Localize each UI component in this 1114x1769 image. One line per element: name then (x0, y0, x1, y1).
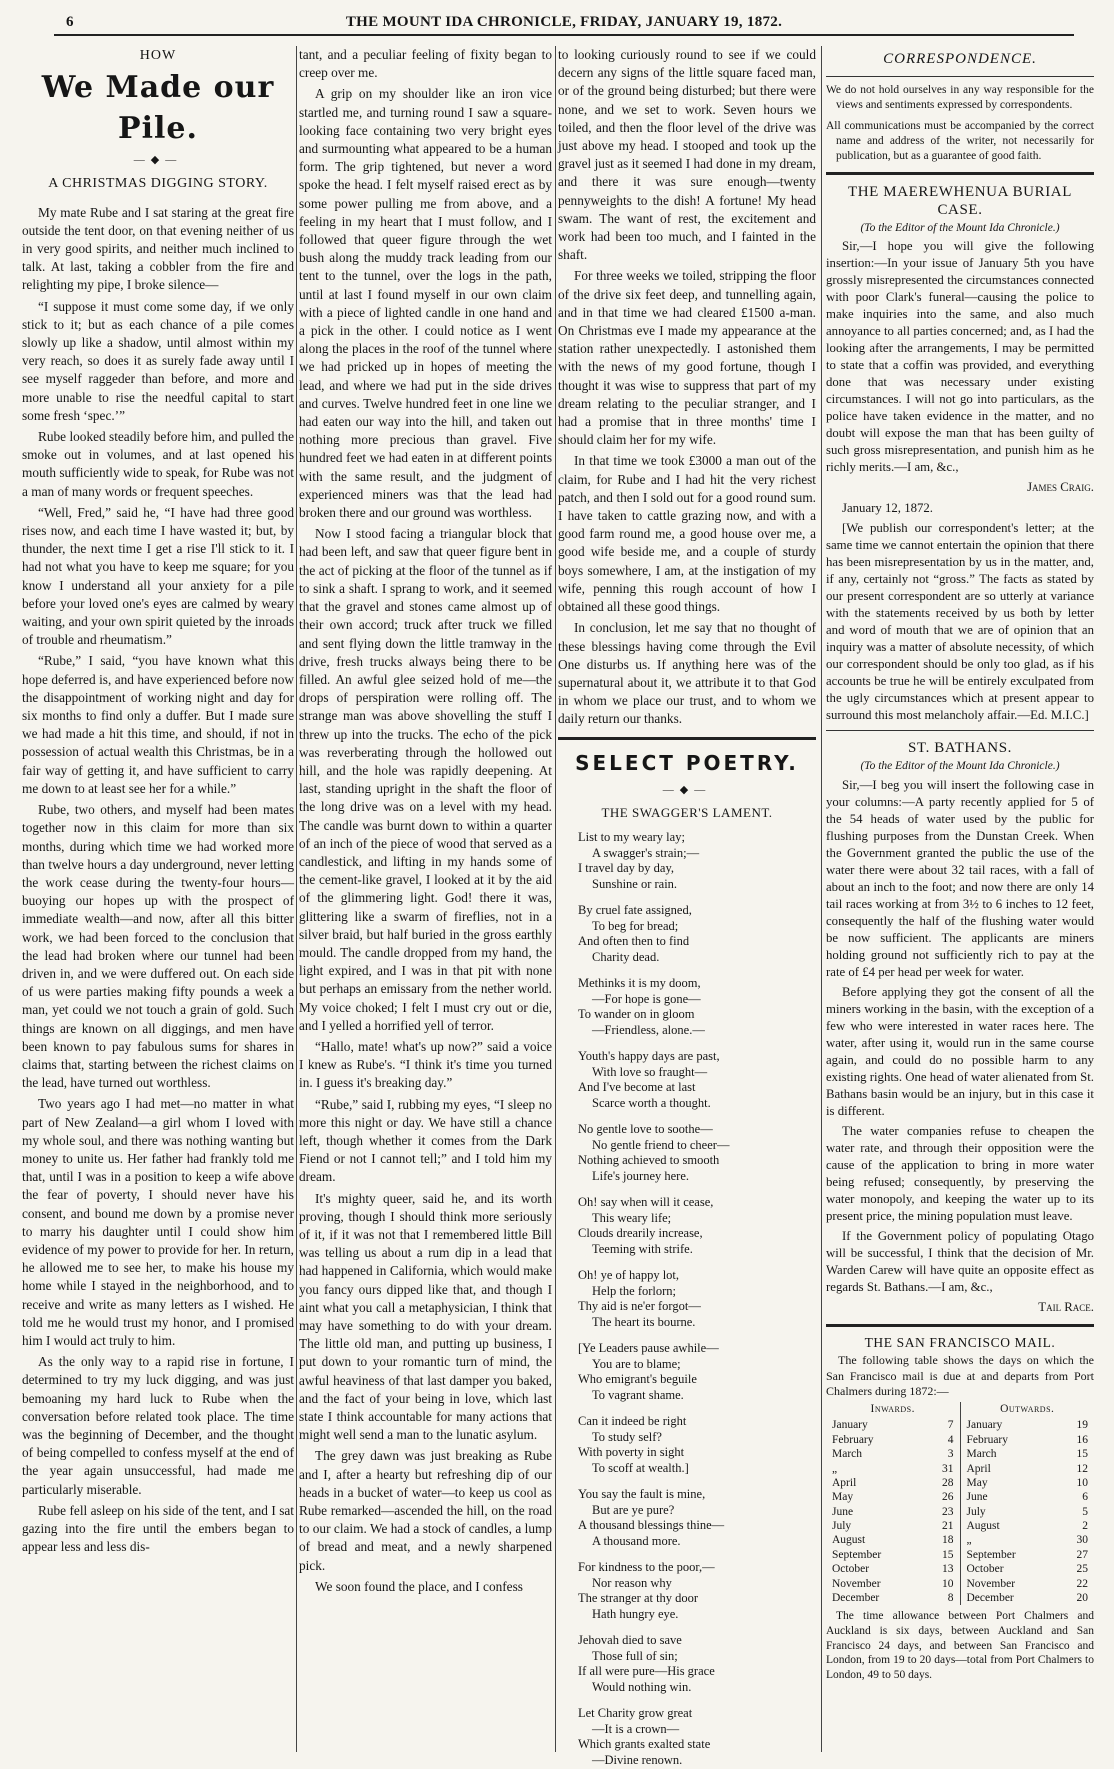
letter-title: THE MAEREWHENUA BURIAL CASE. (847, 183, 1072, 218)
column-rule (296, 46, 297, 1752)
poem-line: Hath hungry eye. (592, 1607, 679, 1622)
mail-month: July (966, 1505, 986, 1518)
page-number: 6 (66, 14, 74, 30)
mail-day: 15 (1076, 1448, 1088, 1461)
poem-stanza (578, 1195, 816, 1258)
mail-day: 12 (1076, 1462, 1088, 1475)
mail-month: September (966, 1548, 1016, 1561)
mail-day: 19 (1076, 1419, 1088, 1432)
story-paragraph: My mate Rube and I sat staring at the great fire outside the tent door, on that evening neither of us in very good spirits, and neither much inclined to talk. At last, taking a cobbler from the fire and relighting my pipe, I broke silence— (22, 204, 294, 293)
mail-table (826, 1402, 1094, 1605)
poem-line: Who emigrant's beguile (578, 1372, 697, 1387)
story-column-2 (299, 46, 552, 1758)
mail-month: December (966, 1591, 1014, 1604)
poem-line: You say the fault is mine, (578, 1486, 706, 1501)
poem-line: You are to blame; (592, 1356, 681, 1371)
mail-month: October (832, 1563, 870, 1576)
poem-stanza (578, 1414, 816, 1477)
poem-line: Jehovah died to save (578, 1632, 682, 1647)
mail-month: November (966, 1577, 1016, 1590)
letter-signature: Tail Race. (1038, 1300, 1094, 1315)
mail-inwards-header: Inwards. (870, 1403, 915, 1416)
mail-row (967, 1533, 1089, 1547)
letter-signature: James Craig. (1027, 480, 1094, 495)
mail-row (832, 1433, 954, 1447)
mail-day: 23 (942, 1505, 954, 1518)
poem-line: Youth's happy days are past, (578, 1048, 720, 1063)
mail-row (967, 1577, 1089, 1591)
poem-line: If all were pure—His grace (578, 1664, 715, 1679)
letter-attribution: (To the Editor of the Mount Ida Chronicle.) (860, 760, 1060, 773)
mail-outwards-header: Outwards. (1000, 1403, 1055, 1416)
mail-row (967, 1490, 1089, 1504)
letter-attribution: (To the Editor of the Mount Ida Chronicle.) (860, 221, 1060, 234)
poem-line: A thousand more. (592, 1534, 681, 1549)
poem-line: To vagrant shame. (592, 1388, 684, 1403)
section-divider (826, 172, 1094, 175)
poem-stanza (578, 1341, 816, 1404)
poem-line: Can it indeed be right (578, 1413, 687, 1428)
story-paragraph: “Hallo, mate! what's up now?” said a voice I knew as Rube's. “I think it's time you turned in. I guess it's breaking day.” (299, 1038, 552, 1091)
story-paragraph: A grip on my shoulder like an iron vice startled me, and turning round I saw a square-looking face containing two very bright eyes and surmounting what appeared to be a human form. The grip tightened, but never a word spoke the head. I felt myself raised erect as by some power pulling me from above, and a feeling in my heart that I must follow, and I followed that queer figure through the wet bush along the muddy track leading from our tent to the tunnel, over the logs in the path, until at last I found myself in our own claim with a piece of lighted candle in one hand and a pick in the other. I could notice as I went along the places in the roof of the tunnel where we had pricked up in hopes of meeting the lead, and where we had put in the side drives and curves. Twelve hundred feet in one line we had eaten our way into the hill, and taken out nothing more precious than gravel. Five hundred feet we had eaten in at different points with the same result, and the judgment of experienced miners was that the lead had broken there and our ground was worthless. (299, 86, 552, 521)
mail-day: 22 (1076, 1577, 1088, 1590)
mail-month: September (832, 1548, 882, 1561)
mail-row (832, 1533, 954, 1547)
poem-line: Would nothing win. (592, 1680, 692, 1695)
poem-stanza (578, 1049, 816, 1112)
mail-row (967, 1418, 1089, 1432)
mail-row (832, 1418, 954, 1432)
mail-month: October (966, 1563, 1004, 1576)
mail-month: June (832, 1505, 854, 1518)
mail-month: November (832, 1577, 881, 1590)
poem-line: List to my weary lay; (578, 829, 685, 844)
story-paragraph: Now I stood facing a triangular block that had been left, and saw that queer figure bent in the act of picking at the floor of the tunnel as if to sink a shaft. I sprang to work, and it seemed that the gravel and stones came almost up of their own accord; truck after truck we filled and sent flying down the little tramway in the drive, fresh trucks always being there to be filled. An awful glee seized hold of me—the drops of perspiration were rolling off. The strange man was above shovelling the stuff I threw up into the trucks. The echo of the pick was reverberating through the hollowed out hill, and the hole was rapidly deepening. At last, standing upright in the shaft the floor of the long drive was on a level with my head. The candle was burnt down to within a quarter of an inch of the piece of wood that served as a candlestick, and lifting in my hands some of the cement-like gravel, I looked at it by the aid of the glimmering light. God! there it was, glittering like a swarm of fireflies, not in a silver braid, but half buried in the gross earthly mould. The candle dropped from my hand, the light expired, and I was in that pit with none but perhaps an emissary from the nether world. My voice choked; I felt I must cry out or die, and I yelled a horrified yell of terror. (299, 526, 552, 1033)
mail-month: June (966, 1491, 988, 1504)
mail-month: February (966, 1433, 1009, 1446)
mail-day: 3 (947, 1448, 954, 1461)
story-paragraph: “Rube,” said I, rubbing my eyes, “I sleep no more this night or day. We have still a chance left, though whether it comes from the Dark Fiend or not I cannot tell;” and I told him my dream. (299, 1096, 552, 1185)
poem-line: Which grants exalted state (578, 1737, 711, 1752)
story-paragraph: “Well, Fred,” said he, “I have had three good rises now, and each time I have wasted it; but, by thunder, the next time I get a rise I'll stick to it. I had not what you have to keep me square; for you know I understand all your anxiety for a pile before your loved one's eyes are calmed by weary waiting, and your own spirit quieted by the inroads of trouble and rheumatism.” (22, 504, 294, 648)
mail-day: 10 (1076, 1476, 1088, 1489)
mail-outwards-column (960, 1402, 1095, 1605)
mail-title: THE SAN FRANCISCO MAIL. (864, 1335, 1056, 1351)
poem-line: With poverty in sight (578, 1445, 685, 1460)
poem-line: Those full of sin; (592, 1648, 678, 1663)
mail-month: May (966, 1476, 988, 1489)
poem-line: Nothing achieved to smooth (578, 1153, 720, 1168)
story-paragraph: Rube fell asleep on his side of the tent, and I sat gazing into the fire until the embers began to appear less and less dis- (22, 1502, 294, 1555)
poem-stanza (578, 1122, 816, 1185)
story-paragraph: Rube looked steadily before him, and pulled the smoke out in volumes, and at last opened his mouth sufficiently wide to speak, for Rube was not a man of many words or frequent speeches. (22, 429, 294, 499)
mail-row (832, 1591, 954, 1605)
section-divider (826, 1324, 1094, 1327)
poem-line: Teeming with strife. (592, 1242, 693, 1257)
letter-body: Sir,—I hope you will give the following insertion:—In your issue of January 5th you have grossly misrepresented the circumstances connected with poor Clark's funeral—causing the police to make inquiries into the same, and also much annoyance to all parties concerned; and, as I had the looking after the arrangements, I may be permitted to state that a coffin was provided, and everything done that was necessary under existing circumstances. I will not go into particulars, as the police have taken evidence in the matter, and no doubt will expose the man that has been guilty of such gross misrepresentation, and punish him as he richly merits.—I am, &c., (826, 238, 1094, 475)
mail-row (967, 1433, 1089, 1447)
mail-month: July (832, 1520, 852, 1533)
mail-month: January (966, 1419, 1003, 1432)
story-paragraph: Rube, two others, and myself had been mates together now in this claim for more than six months, during which time we had worked more than twelve hours a day underground, never letting the work cease during the twenty-four hours—buoying our hopes up with the prospect of immediate wealth—and now, after all this bitter work, we had been forced to the conclusion that the lead had broken where our tunnel had been driven in, and we were duffered out. On each side of us were parties making fifty pounds a week a man, yet could we not touch a grain of gold. Such things are known on all diggings, and men have been known to pay fabulous sums for shares in claims that, starting between the richest claims on the lead, have turned out worthless. (22, 802, 294, 1091)
poem-line: To wander on in gloom (578, 1007, 695, 1022)
mail-day: 7 (947, 1419, 954, 1432)
masthead (54, 10, 1074, 36)
mail-day: 30 (1076, 1534, 1088, 1547)
mail-row (832, 1548, 954, 1562)
poem-line: —Divine renown. (592, 1753, 683, 1768)
poem-stanza (578, 830, 816, 893)
poem-line: And often then to find (578, 934, 690, 949)
divider (826, 730, 1094, 731)
newspaper-title: THE MOUNT IDA CHRONICLE, FRIDAY, JANUARY 19, 1872. (345, 14, 783, 30)
mail-day: 18 (942, 1534, 954, 1547)
poem-line: The stranger at thy door (578, 1591, 699, 1606)
mail-row (832, 1476, 954, 1490)
poem-title: THE SWAGGER'S LAMENT. (601, 804, 773, 820)
poetry-section-heading: SELECT POETRY. (575, 750, 799, 775)
mail-month: January (832, 1419, 868, 1432)
poem-line: To beg for bread; (592, 918, 679, 933)
poem-line: The heart its bourne. (592, 1315, 696, 1330)
mail-row (832, 1577, 954, 1591)
story-paragraph: It's mighty queer, said he, and its worth proving, though I should think more seriously of it, if it was not that I remembered little Bill was telling us about a rum dip in a lead that had happened in California, which would make you fancy ours dipped like that, and though I aint what you call a metaphysician, I think that may have something to do with your dream. The little old man, and putting up business, I put down to your romantic turn of mind, the awful heaviness of that last damper you baked, and the fact of your being in love, which last state I think accountable for many actions that might well send a man to the lunatic asylum. (299, 1190, 552, 1443)
poem-line: Scarce worth a thought. (592, 1096, 711, 1111)
poem-line: —It is a crown— (592, 1721, 680, 1736)
poem-line: A thousand blessings thine— (578, 1518, 725, 1533)
mail-day: 21 (942, 1520, 954, 1533)
story-paragraph: “I suppose it must come some day, if we only stick to it; but as each chance of a pile comes slowly up like a shadow, until almost within my very reach, so does it as surely fade away until I see myself raggeder than before, and more and more unable to rise the needful capital to start some fresh ‘spec.’” (22, 298, 294, 423)
ornament-divider: —◆— (133, 154, 183, 167)
mail-row (832, 1562, 954, 1576)
poem-line: Oh! ye of happy lot, (578, 1267, 680, 1282)
mail-row (967, 1476, 1089, 1490)
poem-line: And I've become at last (578, 1080, 696, 1095)
poem-line: This weary life; (592, 1210, 672, 1225)
poem-line: Sunshine or rain. (592, 877, 678, 892)
mail-row (967, 1548, 1089, 1562)
poem-line: Oh! say when will it cease, (578, 1194, 714, 1209)
mail-row (967, 1591, 1089, 1605)
story-kicker: HOW (139, 48, 177, 63)
poem-line: Nor reason why (592, 1575, 672, 1590)
mail-month: August (832, 1534, 866, 1547)
disclaimer-note: All communications must be accompanied by the correct name and address of the writer, not necessarily for publication, but as a guarantee of good faith. (826, 119, 1094, 162)
mail-month: April (832, 1476, 857, 1489)
disclaimer-note: We do not hold ourselves in any way responsible for the views and sentiments expressed by correspondents. (826, 83, 1094, 111)
mail-row (832, 1462, 954, 1476)
mail-day: 26 (942, 1491, 954, 1504)
poem-line: For kindness to the poor,— (578, 1559, 715, 1574)
poem-line: To scoff at wealth.] (592, 1461, 689, 1476)
section-divider (558, 737, 816, 740)
story-paragraph: For three weeks we toiled, stripping the floor of the drive six feet deep, and tunnelling again, and in that time we had cleared £1500 a-man. On Christmas eve I made my appearance at the station rather unexpectedly. I astonished them with the news of my good fortune, though I thought it was wise to suppress that part of my dream relating to the peculiar stranger, and I had a promise that in three months' time I should claim her for my wife. (558, 268, 816, 448)
poem-line: To study self? (592, 1429, 662, 1444)
poem-line: I travel day by day, (578, 861, 675, 876)
ornament-divider: —◆— (662, 783, 712, 796)
mail-day: 20 (1076, 1591, 1088, 1604)
letter-date: January 12, 1872. (842, 501, 933, 516)
mail-row (967, 1447, 1089, 1461)
poem-line: But are ye pure? (592, 1502, 675, 1517)
poem-line: Life's journey here. (592, 1169, 690, 1184)
mail-row (967, 1562, 1089, 1576)
mail-row (967, 1462, 1089, 1476)
poem-line: No gentle love to soothe— (578, 1121, 713, 1136)
mail-day: 27 (1076, 1548, 1088, 1561)
poem-line: —Friendless, alone.— (592, 1023, 705, 1038)
mail-month: May (832, 1491, 854, 1504)
poem (558, 830, 816, 1769)
story-column-1 (22, 46, 294, 1758)
story-paragraph: The grey dawn was just breaking as Rube and I, after a hearty but refreshing dip of our heads in a bucket of water—to keep us cool as Rube remarked—ascended the hill, on the road to our claim. We had a stock of candles, a lump of bread and meat, and a newly sharpened pick. (299, 1448, 552, 1573)
mail-day: 28 (942, 1476, 954, 1489)
mail-note: The time allowance between Port Chalmers and Auckland is six days, between Auckland and San Francisco 24 days, and between San Francisco and London, from 19 to 20 days—total from Port Chalmers to London, 49 to 50 days. (826, 1610, 1094, 1682)
mail-day: 10 (942, 1577, 954, 1590)
story-title: We Made our Pile. (41, 70, 275, 147)
poem-stanza (578, 976, 816, 1039)
mail-day: 8 (947, 1591, 954, 1604)
story-paragraph: to looking curiously round to see if we could decern any signs of the little square faced man, or of the ground being disturbed; but there were none, and we set to work. Seven hours we toiled, and then the floor level of the drive was just above my head. I stooped and took up the gravel just as it seemed I had done in my dream, and there it was sure enough—twenty pennyweights to the dish! A fortune! My head swam. The want of rest, the excitement and work had been too much, and I fainted in the shaft. (558, 47, 816, 263)
letter-body: If the Government policy of populating Otago will be successful, I think that the decision of Mr. Warden Carew will have quite an opposite effect as regards St. Bathans.—I am, &c., (826, 1229, 1094, 1295)
correspondence-column (826, 46, 1094, 1758)
mail-row (832, 1519, 954, 1533)
story-paragraph: Two years ago I had met—no matter in what part of New Zealand—a girl whom I loved with my whole soul, and there was nothing wanting but money to unite us. Her father had frankly told me that, until I was in a position to keep a wife above the fear of poverty, I should never have his consent, and bound me down by a promise never to marry his daughter until I could show him evidence of my power to provide for her. In return, he allowed me to see her, to make his house my home while I stayed in the neighborhood, and to receive and write as many letters as I wished. He told me he would trust my honor, and I promised him I would act truly to him. (22, 1096, 294, 1348)
poem-line: A swagger's strain;— (592, 845, 700, 860)
poem-line: Methinks it is my doom, (578, 975, 701, 990)
poem-stanza (578, 1487, 816, 1550)
mail-month: „ (966, 1534, 972, 1547)
mail-inwards-column (826, 1402, 960, 1605)
mail-day: 25 (1076, 1563, 1088, 1576)
poem-stanza (578, 1706, 816, 1769)
story-subtitle: A CHRISTMAS DIGGING STORY. (48, 176, 268, 192)
story-paragraph: We soon found the place, and I confess (315, 1578, 523, 1594)
poem-line: —For hope is gone— (592, 991, 701, 1006)
poem-line: No gentle friend to cheer— (592, 1137, 730, 1152)
mail-day: 15 (942, 1548, 954, 1561)
correspondence-heading: CORRESPONDENCE. (883, 51, 1037, 67)
mail-month: April (966, 1462, 991, 1475)
mail-row (967, 1519, 1089, 1533)
poem-line: [Ye Leaders pause awhile— (578, 1340, 719, 1355)
letter-body: The water companies refuse to cheapen the water rate, and through their opposition were the cause of the application to bring in more water being refused; consequently, by preserving the water monopoly, and keeping the water up to its present price, the mining population must leave. (826, 1123, 1094, 1224)
mail-day: 16 (1076, 1433, 1088, 1446)
poem-line: Help the forlorn; (592, 1283, 677, 1298)
story-paragraph: tant, and a peculiar feeling of fixity began to creep over me. (299, 47, 552, 81)
poem-stanza (578, 1633, 816, 1696)
poem-line: With love so fraught— (592, 1064, 708, 1079)
mail-row (967, 1505, 1089, 1519)
story-paragraph: In that time we took £3000 a man out of the claim, for Rube and I had hit the very richest patch, and then I sold out for a good round sum. I have taken to cattle grazing now, and with a good farm round me, a good house over me, a good wife beside me, and a couple of sturdy boys somewhere, I am, at the instigation of my wife, penning this rough account of how I obtained all these good things. (558, 453, 816, 615)
story-column-3 (558, 46, 816, 1768)
mail-intro: The following table shows the days on which the San Francisco mail is due at and departs from Port Chalmers during 1872:— (826, 1353, 1094, 1399)
poem-line: Clouds drearily increase, (578, 1226, 703, 1241)
poem-stanza (578, 1268, 816, 1331)
mail-month: „ (832, 1462, 838, 1475)
editor-note: [We publish our correspondent's letter; at the same time we cannot entertain the opinion that there has been misrepresentation by us in the matter, and, if any, certainly not “gross.” The facts as stated by our present correspondent are so utterly at variance with the statements received by us both by letter and word of mouth that we are of opinion that an inquiry was a matter of absolute necessity, of which our correspondent should be only too glad, as if his accounts be true he will be entirely exculpated from the ugly circumstances which at present appear to surround this most melancholy affair.—Ed. M.I.C.] (826, 521, 1094, 723)
column-rule (555, 46, 556, 1752)
mail-row (832, 1490, 954, 1504)
poem-line: By cruel fate assigned, (578, 902, 692, 917)
mail-day: 5 (1082, 1505, 1088, 1518)
column-rule (821, 46, 822, 1752)
story-paragraph: As the only way to a rapid rise in fortune, I determined to try my luck digging, and was just bemoaning my hard luck to Rube when the conversation before related took place. The time was the beginning of December, and the thought of being compelled to confess myself at the end of the year again unsuccessful, had made me particularly miserable. (22, 1354, 294, 1497)
mail-month: August (966, 1520, 1000, 1533)
poem-line: Charity dead. (592, 950, 660, 965)
mail-month: February (832, 1433, 874, 1446)
divider (826, 76, 1094, 77)
mail-row (832, 1447, 954, 1461)
mail-month: March (966, 1448, 997, 1461)
poem-stanza (578, 1560, 816, 1623)
mail-day: 4 (947, 1433, 954, 1446)
story-paragraph: In conclusion, let me say that no thought of these blessings having come through the Evil One disturbs us. If anything here was of the supernatural about it, we attribute it to that God in whom we place our trust, and to whom we daily return our thanks. (558, 620, 816, 727)
story-paragraph: “Rube,” I said, “you have known what this hope deferred is, and have experienced before now the disappointment of working night and day for six months to find only a duffer. But I made sure we had made a hit this time, and should, if not in possession of actual wealth this Christmas, be in a fair way of getting it, and have sufficient to carry me down to at least see her for a while.” (22, 653, 294, 796)
letter-body: Before applying they got the consent of all the miners working in the basin, with the exception of a few who were interested in water races here. The water, after using it, would run in the same course again, and could do no possible harm to any existing rights. One head of water alienated from St. Bathans basin would be an injury, but in this case it is different. (826, 984, 1094, 1118)
mail-row (832, 1505, 954, 1519)
mail-day: 6 (1082, 1491, 1088, 1504)
mail-month: December (832, 1591, 880, 1604)
mail-day: 13 (942, 1563, 954, 1576)
mail-month: March (832, 1448, 863, 1461)
mail-day: 31 (942, 1462, 954, 1475)
letter-body: Sir,—I beg you will insert the following case in your columns:—A party recently applied for 5 of the 54 heads of water used by the public for flushing purposes from the Dunstan Creek. When the Government granted the public the use of the water there were about 32 tail races, with a fall of about an inch to the foot; and now there are only 14 tail races working at from 3½ to 6 inches to 12 feet, consequently the half of the flushing water would be now sufficient. The applicants are miners holding ground not sufficiently rich to pay at the rate of £4 per head per week for water. (826, 777, 1094, 979)
poem-line: Thy aid is ne'er forgot— (578, 1299, 701, 1314)
poem-line: Let Charity grow great (578, 1705, 693, 1720)
mail-day: 2 (1082, 1520, 1088, 1533)
poem-stanza (578, 903, 816, 966)
letter-title: ST. BATHANS. (907, 740, 1013, 757)
